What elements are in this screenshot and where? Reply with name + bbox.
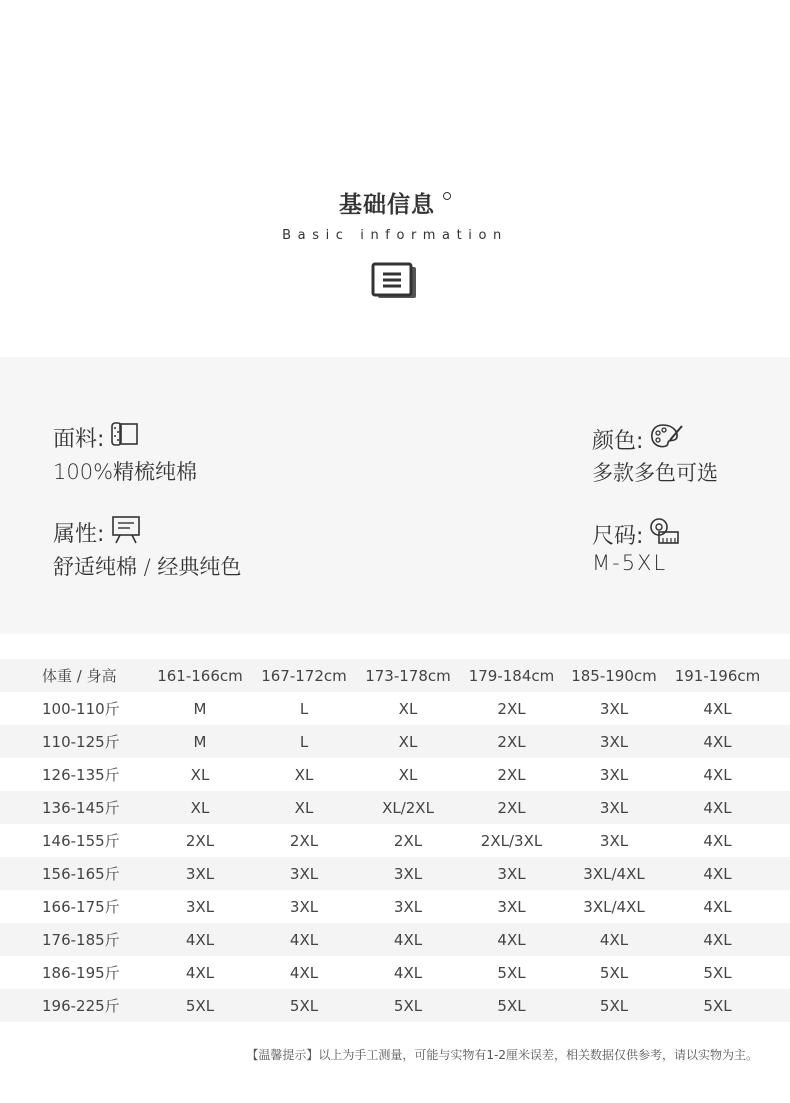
size-cell: 3XL/4XL [583,897,645,916]
size-cell: M [193,699,207,718]
size-cell: XL [190,765,210,784]
size-value: M-5XL [592,551,668,575]
fabric-label: 面料: [53,421,140,453]
size-cell: 4XL [703,930,732,949]
fabric-roll-icon [110,421,140,453]
weight-cell: 110-125斤 [42,733,120,751]
size-cell: M [193,732,207,751]
attribute-value: 舒适纯棉 / 经典纯色 [53,555,242,579]
table-body [0,692,790,1022]
table-row [0,857,790,890]
table-row [0,956,790,989]
size-cell: 3XL [497,897,526,916]
size-cell: XL [294,765,314,784]
size-cell: 2XL [497,765,526,784]
size-cell: 2XL [393,831,423,850]
size-cell: 5XL [703,963,732,982]
weight-cell: 196-225斤 [42,997,120,1015]
size-cell: 5XL [599,996,629,1015]
table-row [0,989,790,1022]
size-cell: 4XL [703,732,732,751]
table-header-cell: 191-196cm [674,666,761,685]
title-dot-icon [443,192,451,200]
measurement-note: 【温馨提示】以上为手工测量，可能与实物有1-2厘米误差，相关数据仅供参考，请以实物为主。 [246,1048,758,1062]
size-cell: 4XL [185,963,215,982]
size-cell: 5XL [185,996,215,1015]
size-cell: 4XL [393,963,423,982]
size-cell: 4XL [703,798,732,817]
table-row [0,824,790,857]
table-row [0,923,790,956]
size-cell: 3XL [599,831,629,850]
weight-cell: 146-155斤 [42,832,120,850]
size-cell: 3XL [393,864,423,883]
size-cell: 2XL [497,798,526,817]
size-cell: 3XL [289,897,319,916]
size-label: 尺码: [592,516,681,552]
table-header-cell: 161-166cm [157,666,243,685]
table-row [0,725,790,758]
size-cell: 3XL [599,798,629,817]
size-cell: XL [190,798,210,817]
size-cell: 4XL [497,930,526,949]
fabric-value: 100%精梳纯棉 [53,460,198,484]
weight-cell: 126-135斤 [42,766,120,784]
color-label: 颜色: [592,422,685,456]
size-cell: 4XL [703,831,732,850]
size-cell: XL/2XL [382,798,434,817]
size-table [0,659,790,1022]
size-cell: 5XL [497,996,526,1015]
size-cell: 3XL/4XL [583,864,645,883]
table-header-cell: 173-178cm [365,666,451,685]
size-cell: XL [294,798,314,817]
tape-measure-icon [649,516,681,552]
table-header-cell: 179-184cm [468,666,555,685]
weight-cell: 100-110斤 [42,700,120,718]
table-header-row [0,659,790,692]
info-band [0,357,790,634]
size-cell: 4XL [703,897,732,916]
size-cell: 5XL [497,963,526,982]
size-cell: 3XL [185,897,215,916]
size-cell: XL [398,699,418,718]
size-cell: L [299,699,309,718]
size-cell: 4XL [599,930,629,949]
table-header-cell: 体重 / 身高 [42,667,117,685]
size-cell: 3XL [599,732,629,751]
size-cell: L [299,732,309,751]
size-cell: 2XL [497,732,526,751]
weight-cell: 156-165斤 [42,865,120,883]
size-cell: XL [398,765,418,784]
section-subtitle: Basic information [282,228,508,243]
size-cell: 2XL [289,831,319,850]
palette-icon [649,422,685,456]
size-cell: 4XL [703,765,732,784]
size-cell: 4XL [393,930,423,949]
size-cell: 3XL [289,864,319,883]
size-cell: 5XL [393,996,423,1015]
section-title [0,186,790,219]
table-header-cell: 167-172cm [261,666,347,685]
document-icon [371,262,419,304]
size-cell: 3XL [185,864,215,883]
size-cell: 5XL [703,996,732,1015]
table-row [0,890,790,923]
size-cell: 2XL/3XL [480,831,543,850]
weight-cell: 176-185斤 [42,931,120,949]
weight-cell: 186-195斤 [42,964,120,982]
size-cell: 4XL [289,963,319,982]
weight-cell: 136-145斤 [42,799,120,817]
size-cell: 5XL [289,996,319,1015]
section-title-text: 基础信息 [339,192,435,218]
size-cell: 3XL [599,699,629,718]
size-cell: XL [398,732,418,751]
table-row [0,692,790,725]
size-cell: 3XL [393,897,423,916]
size-cell: 4XL [289,930,319,949]
size-cell: 5XL [599,963,629,982]
table-header-cell: 185-190cm [571,666,657,685]
size-cell: 2XL [185,831,215,850]
size-cell: 3XL [599,765,629,784]
easel-icon [110,514,142,550]
table-row [0,758,790,791]
color-value: 多款多色可选 [592,461,718,485]
size-cell: 2XL [497,699,526,718]
attribute-label: 属性: [53,514,142,550]
table-row [0,791,790,824]
size-cell: 3XL [497,864,526,883]
size-cell: 4XL [703,699,732,718]
size-cell: 4XL [185,930,215,949]
size-cell: 4XL [703,864,732,883]
weight-cell: 166-175斤 [42,898,120,916]
